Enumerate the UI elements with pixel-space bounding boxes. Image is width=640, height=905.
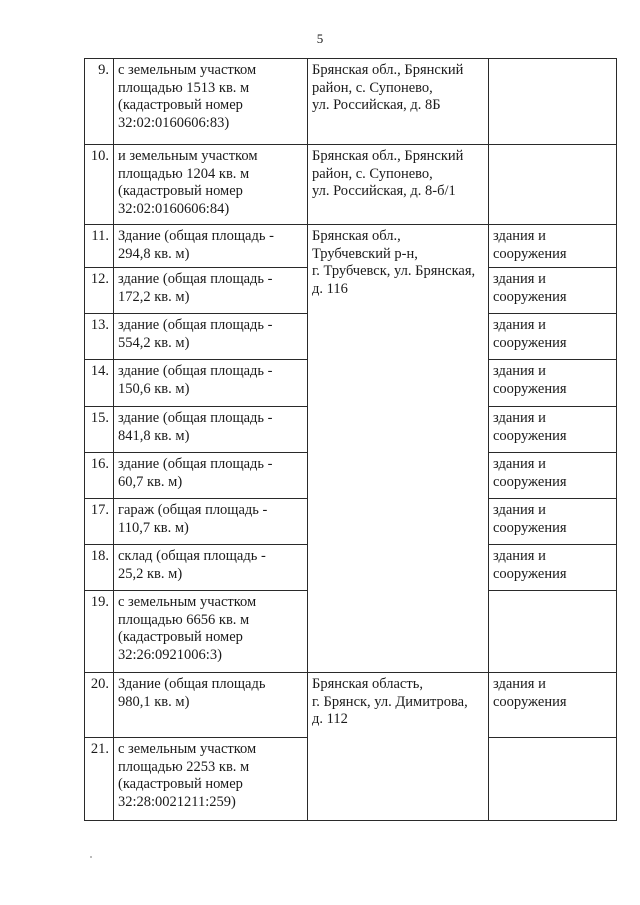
row-number: 9. <box>85 59 114 145</box>
property-table <box>84 58 617 821</box>
row-number: 19. <box>85 591 114 673</box>
object-type: здания и сооружения <box>489 545 617 591</box>
object-type <box>489 145 617 225</box>
row-number: 12. <box>85 268 114 314</box>
table-row <box>85 59 617 145</box>
object-description: здание (общая площадь - 60,7 кв. м) <box>114 453 308 499</box>
object-address: Брянская обл., Трубчевский р-н, г. Трубчевск, ул. Брянская, д. 116 <box>308 225 489 673</box>
object-description: Здание (общая площадь 980,1 кв. м) <box>114 673 308 738</box>
row-number: 11. <box>85 225 114 268</box>
row-number: 21. <box>85 738 114 821</box>
row-number: 15. <box>85 407 114 453</box>
table-row <box>85 225 617 268</box>
object-description: гараж (общая площадь - 110,7 кв. м) <box>114 499 308 545</box>
object-description: здание (общая площадь - 150,6 кв. м) <box>114 360 308 407</box>
table-row <box>85 673 617 738</box>
object-description: здание (общая площадь - 172,2 кв. м) <box>114 268 308 314</box>
object-type: здания и сооружения <box>489 360 617 407</box>
object-type: здания и сооружения <box>489 673 617 738</box>
table-row <box>85 145 617 225</box>
object-type: здания и сооружения <box>489 268 617 314</box>
scan-speck <box>90 856 92 858</box>
object-type <box>489 591 617 673</box>
object-address: Брянская обл., Брянский район, с. Супонево, ул. Российская, д. 8-б/1 <box>308 145 489 225</box>
object-type <box>489 738 617 821</box>
object-type: здания и сооружения <box>489 225 617 268</box>
row-number: 14. <box>85 360 114 407</box>
object-type: здания и сооружения <box>489 499 617 545</box>
object-address: Брянская область, г. Брянск, ул. Димитрова, д. 112 <box>308 673 489 821</box>
object-description: здание (общая площадь - 841,8 кв. м) <box>114 407 308 453</box>
object-type: здания и сооружения <box>489 314 617 360</box>
object-description: склад (общая площадь - 25,2 кв. м) <box>114 545 308 591</box>
row-number: 17. <box>85 499 114 545</box>
object-description: здание (общая площадь - 554,2 кв. м) <box>114 314 308 360</box>
row-number: 10. <box>85 145 114 225</box>
page-number: 5 <box>316 31 324 46</box>
row-number: 20. <box>85 673 114 738</box>
object-description: Здание (общая площадь - 294,8 кв. м) <box>114 225 308 268</box>
object-description: с земельным участком площадью 6656 кв. м (кадастровый номер 32:26:0921006:3) <box>114 591 308 673</box>
object-description: и земельным участком площадью 1204 кв. м (кадастровый номер 32:02:0160606:84) <box>114 145 308 225</box>
object-type: здания и сооружения <box>489 407 617 453</box>
row-number: 13. <box>85 314 114 360</box>
object-description: с земельным участком площадью 1513 кв. м (кадастровый номер 32:02:0160606:83) <box>114 59 308 145</box>
row-number: 16. <box>85 453 114 499</box>
row-number: 18. <box>85 545 114 591</box>
object-type <box>489 59 617 145</box>
object-type: здания и сооружения <box>489 453 617 499</box>
object-address: Брянская обл., Брянский район, с. Супонево, ул. Российская, д. 8Б <box>308 59 489 145</box>
object-description: с земельным участком площадью 2253 кв. м (кадастровый номер 32:28:0021211:259) <box>114 738 308 821</box>
